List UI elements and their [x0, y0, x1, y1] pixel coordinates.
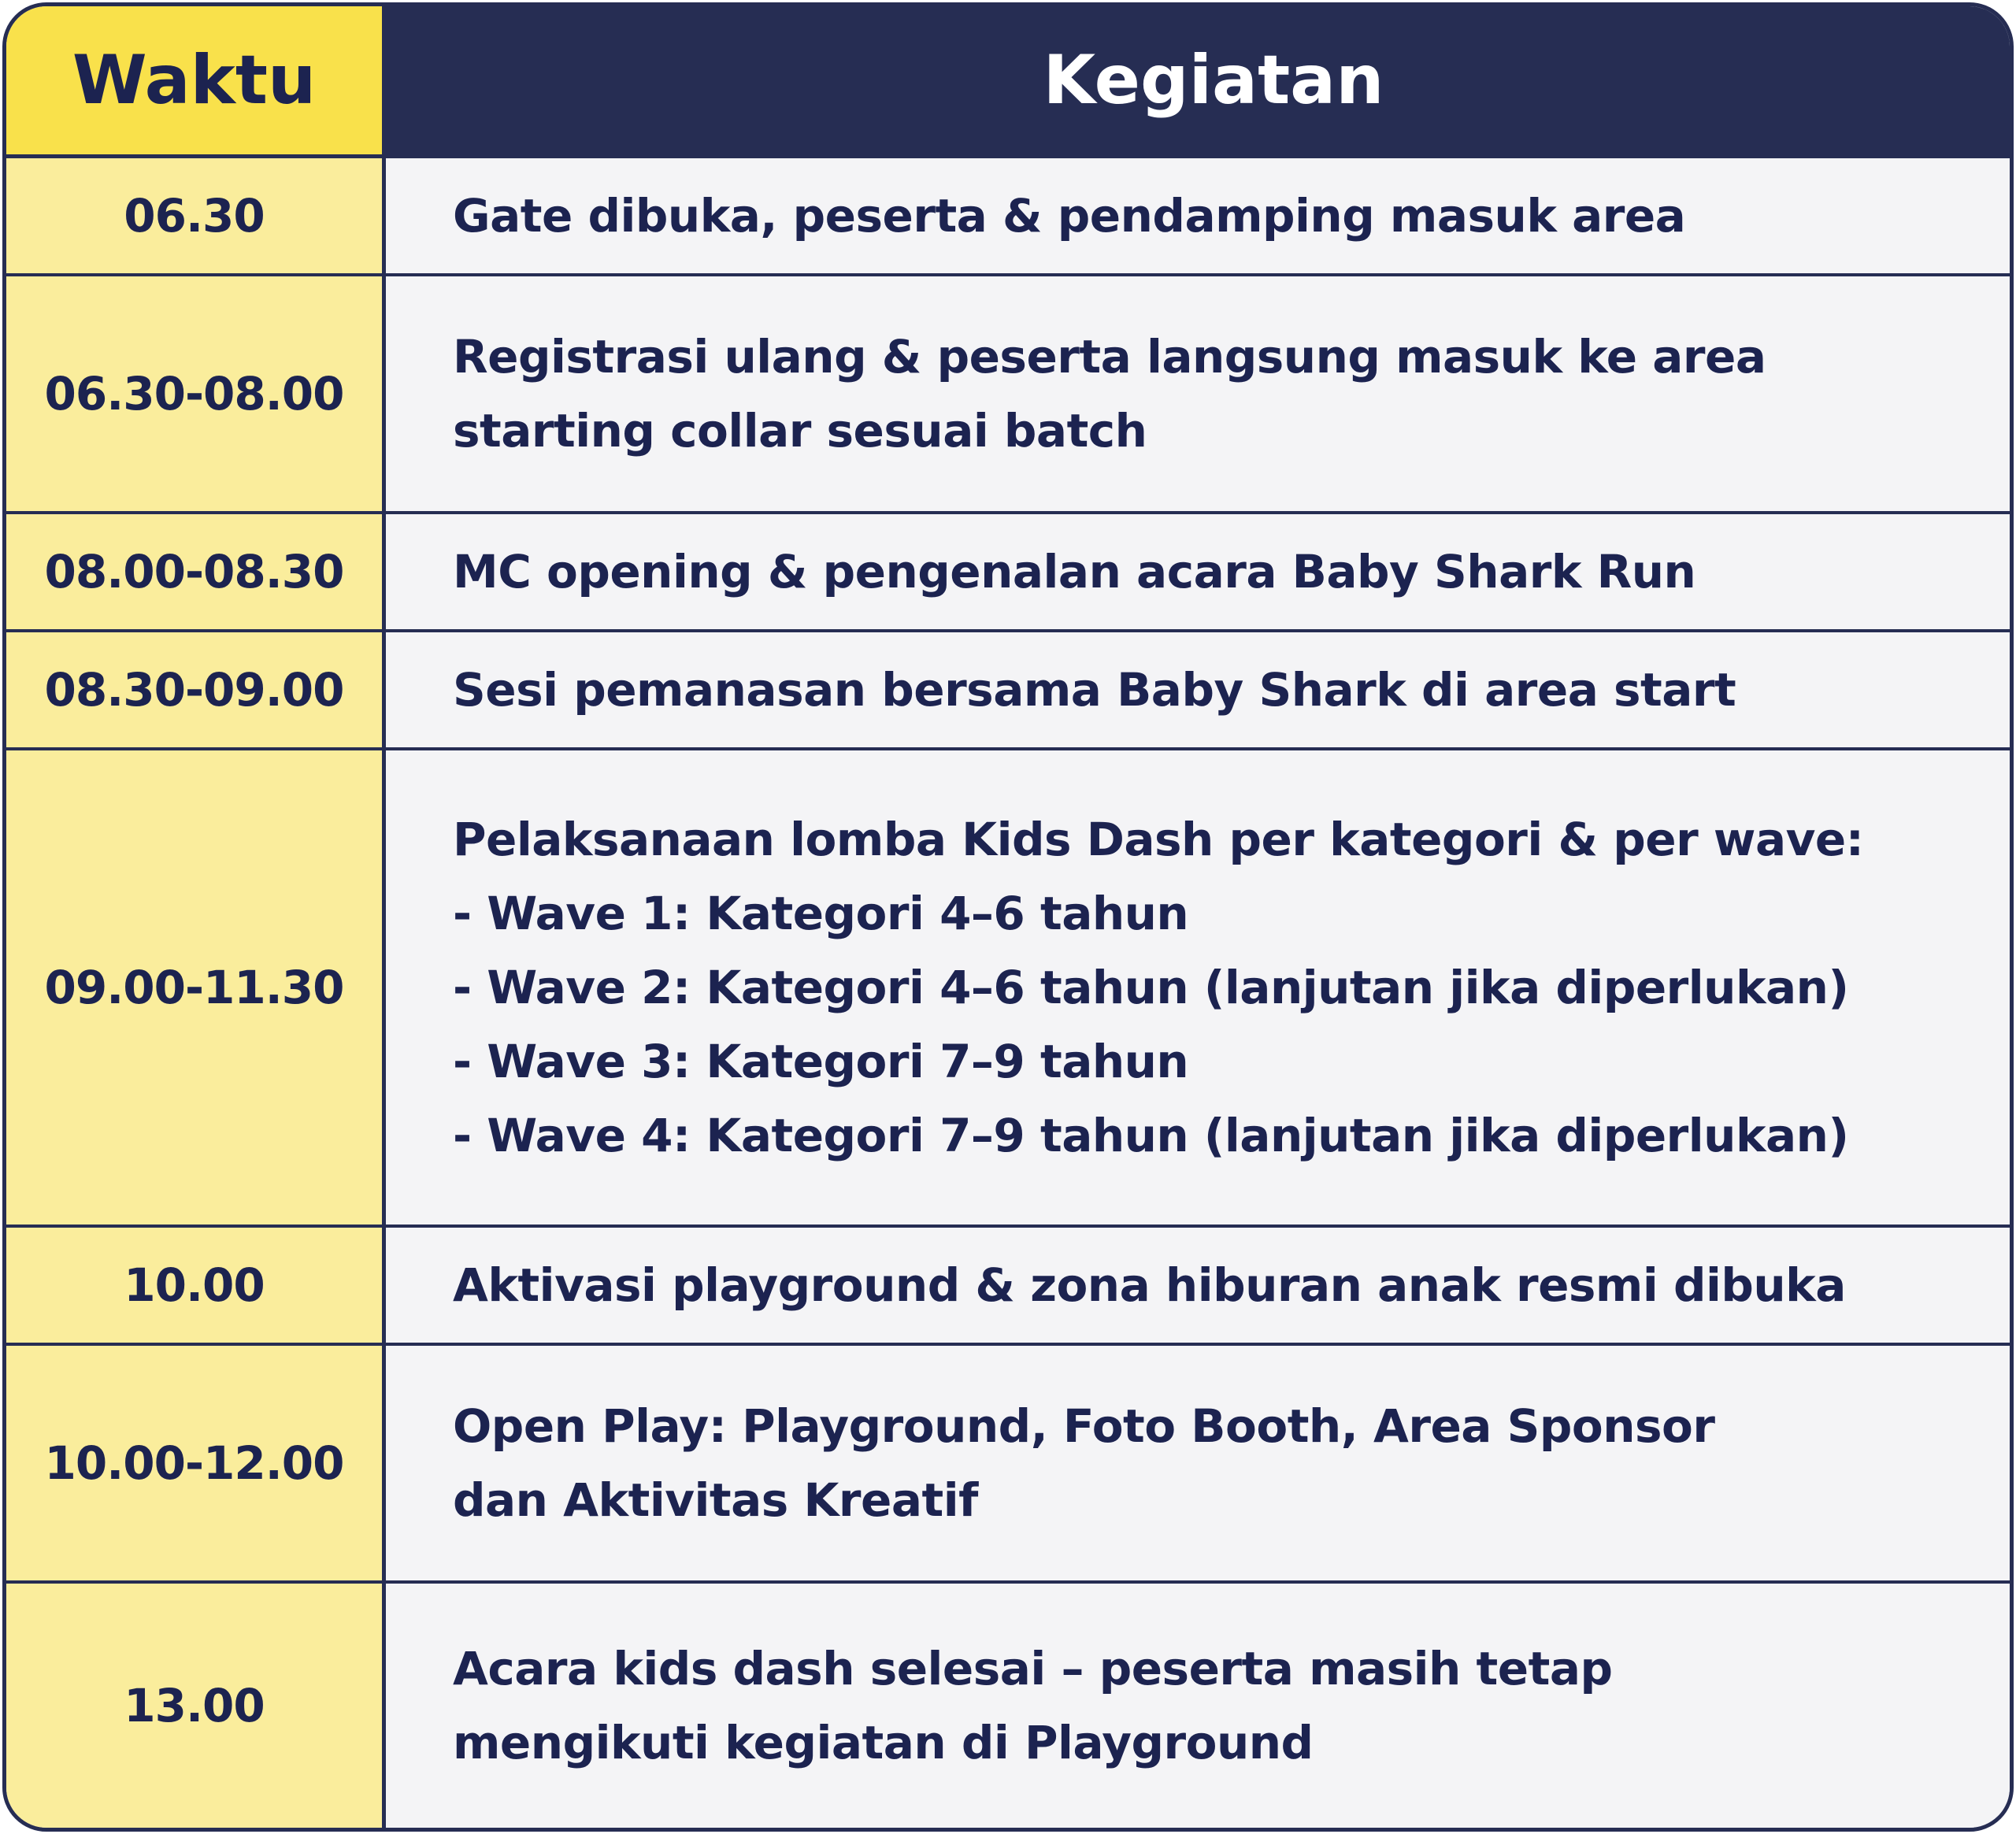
row-activity: [386, 750, 2010, 1228]
row-time: 13.00: [6, 1584, 386, 1828]
row-activity: [386, 276, 2010, 514]
row-activity: [386, 158, 2010, 276]
row-time: 08.00-08.30: [6, 514, 386, 632]
row-time: 06.30: [6, 158, 386, 276]
row-activity: [386, 514, 2010, 632]
activity-line: - Wave 3: Kategori 7–9 tahun: [453, 1035, 1189, 1088]
activity-line: Sesi pemanasan bersama Baby Shark di area start: [453, 663, 1736, 717]
activity-line: Acara kids dash selesai – peserta masih tetap: [453, 1642, 1613, 1695]
activity-line: - Wave 1: Kategori 4–6 tahun: [453, 887, 1189, 940]
header-activity: Kegiatan: [386, 6, 2010, 158]
activity-line: MC opening & pengenalan acara Baby Shark Run: [453, 545, 1696, 598]
row-activity: [386, 1228, 2010, 1346]
schedule-table: [2, 2, 2014, 1832]
activity-line: Open Play: Playground, Foto Booth, Area Sponsor: [453, 1399, 1715, 1453]
row-time: 10.00-12.00: [6, 1346, 386, 1584]
activity-line: mengikuti kegiatan di Playground: [453, 1716, 1314, 1769]
row-time: 06.30-08.00: [6, 276, 386, 514]
row-time: 08.30-09.00: [6, 632, 386, 750]
activity-line: Aktivasi playground & zona hiburan anak resmi dibuka: [453, 1258, 1846, 1312]
header-time: Waktu: [6, 6, 386, 158]
row-activity: [386, 1584, 2010, 1828]
row-time: 10.00: [6, 1228, 386, 1346]
row-activity: [386, 632, 2010, 750]
activity-line: dan Aktivitas Kreatif: [453, 1473, 978, 1527]
row-activity: [386, 1346, 2010, 1584]
row-time: 09.00-11.30: [6, 750, 386, 1228]
activity-line: starting collar sesuai batch: [453, 404, 1147, 458]
activity-line: Pelaksanaan lomba Kids Dash per kategori & per wave:: [453, 813, 1864, 866]
activity-line: Gate dibuka, peserta & pendamping masuk area: [453, 189, 1686, 243]
activity-line: - Wave 4: Kategori 7–9 tahun (lanjutan jika diperlukan): [453, 1109, 1849, 1162]
activity-line: Registrasi ulang & peserta langsung masuk ke area: [453, 330, 1766, 383]
activity-line: - Wave 2: Kategori 4–6 tahun (lanjutan jika diperlukan): [453, 961, 1849, 1014]
